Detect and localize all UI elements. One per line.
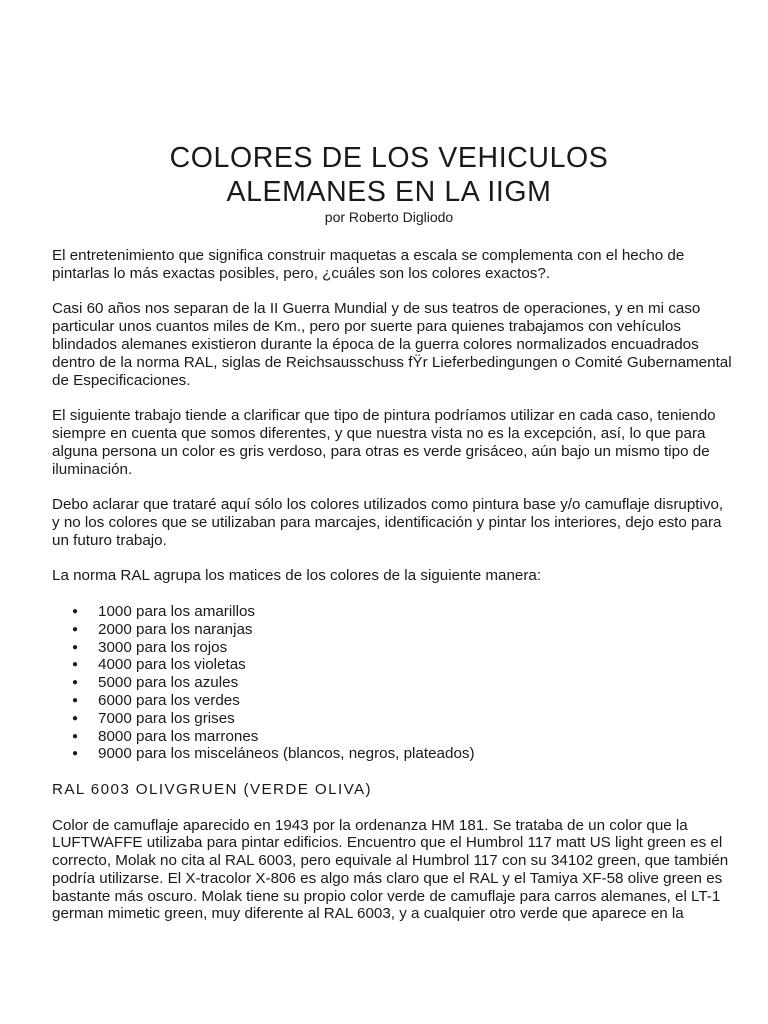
list-item: ● 1000 para los amarillos <box>72 602 256 620</box>
paragraph-scope: Debo aclarar que trataré aquí sólo los colores utilizados como pintura base y/o camuflaje disruptivo, y no los colores que se utilizaban para marcajes, identificación y pintar los interiores, dejo esto para un futuro trabajo. <box>52 496 724 549</box>
list-item: ● 3000 para los rojos <box>72 638 228 656</box>
document-author: por Roberto Digliodo <box>324 209 454 225</box>
section-paragraph: Color de camuflaje aparecido en 1943 por la ordenanza HM 181. Se trataba de un color que la LUFTWAFFE utilizaba para pintar edificios. Encuentro que el Humbrol 117 matt US light green es el correcto, Molak no cita al RAL 6003, pero equivale al Humbrol 117 con su 34102 green, que también podría utilizarse. El X-tracolor X-806 es algo más claro que el RAL y el Tamiya XF-58 olive green es bastante más oscuro. Molak tiene su propio color verde de camuflaje para carros alemanes, el LT-1 german mimetic green, muy diferente al RAL 6003, y a cualquier otro verde que aparece en la <box>52 816 729 923</box>
bullet-icon: ● <box>72 659 79 671</box>
bullet-icon: ● <box>72 641 79 653</box>
document-body <box>52 247 732 941</box>
list-item: ● 2000 para los naranjas <box>72 620 253 638</box>
bullet-icon: ● <box>72 712 79 724</box>
paragraph-intro: El entretenimiento que significa construir maquetas a escala se complementa con el hecho de pintarlas lo más exactas posibles, pero, ¿cuáles son los colores exactos?. <box>52 247 685 282</box>
bullet-icon: ● <box>72 623 79 635</box>
bullet-icon: ● <box>72 748 79 760</box>
list-item: ● 7000 para los grises <box>72 709 235 727</box>
paragraph-list-intro: La norma RAL agrupa los matices de los colores de la siguiente manera: <box>52 567 542 585</box>
bullet-icon: ● <box>72 605 79 617</box>
bullet-icon: ● <box>72 677 79 689</box>
bullet-icon: ● <box>72 730 79 742</box>
list-item: ● 9000 para los misceláneos (blancos, negros, plateados) <box>72 745 475 763</box>
bullet-icon: ● <box>72 694 79 706</box>
paragraph-purpose: El siguiente trabajo tiende a clarificar que tipo de pintura podríamos utilizar en cada caso, teniendo siempre en cuenta que somos diferentes, y que nuestra vista no es la excepción, así, lo que para alguna persona un color es gris verdoso, para otras es verde grisáceo, aún bajo un mismo tipo de iluminación. <box>52 407 716 478</box>
section-heading: RAL 6003 OLIVGRUEN (VERDE OLIVA) <box>52 780 372 798</box>
ral-groups-list <box>52 603 732 763</box>
list-item: ● 5000 para los azules <box>72 674 239 692</box>
paragraph-context: Casi 60 años nos separan de la II Guerra Mundial y de sus teatros de operaciones, y en mi caso particular unos cuantos miles de Km., pero por suerte para quienes trabajamos con vehículos blindados alemanes existieron durante la época de la guerra colores normalizados encuadrados dentro de la norma RAL, siglas de Reichsausschuss fŸr Lieferbedingungen o Comité Gubernamental de Especificaciones. <box>52 300 732 389</box>
list-item: ● 6000 para los verdes <box>72 691 240 709</box>
document-title <box>0 141 768 209</box>
list-item: ● 8000 para los marrones <box>72 727 259 745</box>
list-item: ● 4000 para los violetas <box>72 656 246 674</box>
title-line-1: COLORES DE LOS VEHICULOS <box>169 142 609 174</box>
title-line-2: ALEMANES EN LA IIGM <box>226 176 552 208</box>
